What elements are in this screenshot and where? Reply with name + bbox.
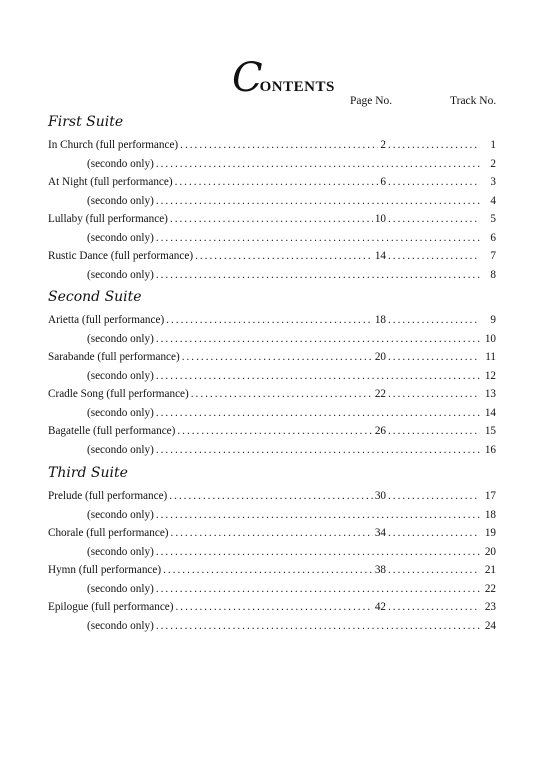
second-suite-section bbox=[48, 287, 496, 459]
entry-title: (secondo only) bbox=[87, 231, 154, 244]
dot-leader bbox=[195, 247, 373, 266]
toc-entry bbox=[48, 487, 496, 506]
entry-title: (secondo only) bbox=[87, 332, 154, 345]
dot-leader bbox=[169, 487, 373, 506]
toc-entry bbox=[48, 441, 496, 460]
dot-leader bbox=[156, 192, 480, 211]
dot-leader bbox=[180, 136, 378, 155]
toc-entry bbox=[48, 247, 496, 266]
toc-entry bbox=[48, 506, 496, 525]
entry-title: Epilogue (full performance) bbox=[48, 601, 174, 613]
entry-title: (secondo only) bbox=[87, 369, 154, 382]
toc-entry bbox=[48, 229, 496, 248]
entry-title: (secondo only) bbox=[87, 443, 154, 456]
entry-track-number: 21 bbox=[484, 564, 496, 576]
entry-title: In Church (full performance) bbox=[48, 139, 179, 151]
dot-leader bbox=[163, 561, 373, 580]
dot-leader bbox=[175, 173, 378, 192]
dot-leader bbox=[156, 543, 480, 562]
dot-leader bbox=[171, 524, 373, 543]
entry-page-number: 42 bbox=[374, 601, 386, 613]
entry-track-number: 6 bbox=[490, 231, 496, 244]
page-title bbox=[232, 55, 335, 101]
entry-page-number: 14 bbox=[374, 250, 386, 262]
entry-title: Chorale (full performance) bbox=[48, 527, 169, 539]
entry-page-number: 2 bbox=[380, 139, 386, 151]
dot-leader bbox=[388, 598, 480, 617]
dot-leader bbox=[166, 311, 373, 330]
dot-leader bbox=[388, 173, 480, 192]
toc-entry bbox=[48, 136, 496, 155]
toc-entry bbox=[48, 155, 496, 174]
dot-leader bbox=[156, 404, 480, 423]
dot-leader bbox=[182, 348, 373, 367]
entry-page-number: 6 bbox=[380, 176, 386, 188]
entry-track-number: 12 bbox=[484, 369, 496, 382]
suite-title: Third Suite bbox=[48, 465, 128, 481]
entry-page-number: 34 bbox=[374, 527, 386, 539]
entry-page-number: 38 bbox=[374, 564, 386, 576]
page-number-header: Page No. bbox=[350, 95, 393, 107]
entry-page-number: 18 bbox=[374, 314, 386, 326]
dot-leader bbox=[388, 247, 480, 266]
dot-leader bbox=[388, 487, 480, 506]
dot-leader bbox=[388, 136, 480, 155]
entry-title: (secondo only) bbox=[87, 508, 154, 521]
toc-entry bbox=[48, 210, 496, 229]
entry-track-number: 11 bbox=[485, 351, 496, 363]
entry-title: (secondo only) bbox=[87, 406, 154, 419]
entry-title: Sarabande (full performance) bbox=[48, 351, 180, 363]
entry-title: (secondo only) bbox=[87, 157, 154, 170]
entry-page-number: 10 bbox=[374, 213, 386, 225]
toc-entry bbox=[48, 404, 496, 423]
toc-entry bbox=[48, 367, 496, 386]
toc-entry bbox=[48, 580, 496, 599]
entry-page-number: 26 bbox=[374, 425, 386, 437]
entry-track-number: 13 bbox=[484, 388, 496, 400]
toc-entry bbox=[48, 422, 496, 441]
dot-leader bbox=[388, 348, 480, 367]
toc-entry bbox=[48, 192, 496, 211]
dot-leader bbox=[156, 155, 480, 174]
entry-title: Prelude (full performance) bbox=[48, 490, 168, 502]
entry-title: (secondo only) bbox=[87, 194, 154, 207]
entry-track-number: 1 bbox=[490, 139, 496, 151]
entry-title: (secondo only) bbox=[87, 619, 154, 632]
dot-leader bbox=[156, 266, 480, 285]
entry-title: Bagatelle (full performance) bbox=[48, 425, 176, 437]
toc-entry bbox=[48, 266, 496, 285]
entry-track-number: 14 bbox=[484, 406, 496, 419]
dot-leader bbox=[388, 561, 480, 580]
entry-page-number: 20 bbox=[374, 351, 386, 363]
entry-track-number: 7 bbox=[490, 250, 496, 262]
toc-entry bbox=[48, 311, 496, 330]
entry-track-number: 23 bbox=[484, 601, 496, 613]
toc-entry bbox=[48, 598, 496, 617]
entry-title: Hymn (full performance) bbox=[48, 564, 162, 576]
dot-leader bbox=[156, 229, 480, 248]
entry-track-number: 2 bbox=[490, 157, 496, 170]
entry-track-number: 9 bbox=[490, 314, 496, 326]
first-suite-section bbox=[48, 112, 496, 284]
entry-track-number: 19 bbox=[484, 527, 496, 539]
entry-track-number: 4 bbox=[490, 194, 496, 207]
entry-track-number: 24 bbox=[484, 619, 496, 632]
entry-track-number: 8 bbox=[490, 268, 496, 281]
toc-entry bbox=[48, 330, 496, 349]
entry-title: Rustic Dance (full performance) bbox=[48, 250, 194, 262]
toc-entry bbox=[48, 524, 496, 543]
entry-track-number: 20 bbox=[484, 545, 496, 558]
dot-leader bbox=[156, 367, 480, 386]
dot-leader bbox=[191, 385, 373, 404]
dot-leader bbox=[156, 441, 480, 460]
dot-leader bbox=[388, 524, 480, 543]
toc-entry bbox=[48, 173, 496, 192]
dot-leader bbox=[156, 330, 480, 349]
title-initial: C bbox=[232, 55, 263, 101]
suite-title: Second Suite bbox=[48, 289, 142, 305]
entry-title: (secondo only) bbox=[87, 582, 154, 595]
entry-track-number: 18 bbox=[484, 508, 496, 521]
toc-entry bbox=[48, 561, 496, 580]
entry-title: (secondo only) bbox=[87, 268, 154, 281]
entry-track-number: 17 bbox=[484, 490, 496, 502]
suite-title: First Suite bbox=[48, 114, 124, 130]
dot-leader bbox=[388, 311, 480, 330]
entry-title: Arietta (full performance) bbox=[48, 314, 165, 326]
entry-title: At Night (full performance) bbox=[48, 176, 173, 188]
entry-track-number: 22 bbox=[484, 582, 496, 595]
dot-leader bbox=[177, 422, 372, 441]
dot-leader bbox=[156, 617, 480, 636]
entry-track-number: 15 bbox=[484, 425, 496, 437]
dot-leader bbox=[156, 506, 480, 525]
entry-page-number: 22 bbox=[374, 388, 386, 400]
toc-entry bbox=[48, 385, 496, 404]
toc-entry bbox=[48, 348, 496, 367]
entry-track-number: 3 bbox=[490, 176, 496, 188]
entry-title: Lullaby (full performance) bbox=[48, 213, 168, 225]
dot-leader bbox=[388, 422, 480, 441]
entry-track-number: 16 bbox=[484, 443, 496, 456]
entry-title: (secondo only) bbox=[87, 545, 154, 558]
track-number-header: Track No. bbox=[450, 95, 497, 107]
dot-leader bbox=[176, 598, 373, 617]
dot-leader bbox=[156, 580, 480, 599]
title-rest: ONTENTS bbox=[259, 79, 335, 95]
toc-entry bbox=[48, 543, 496, 562]
dot-leader bbox=[170, 210, 373, 229]
dot-leader bbox=[388, 385, 480, 404]
entry-track-number: 10 bbox=[484, 332, 496, 345]
third-suite-section bbox=[48, 463, 496, 635]
dot-leader bbox=[388, 210, 480, 229]
entry-page-number: 30 bbox=[374, 490, 386, 502]
entry-track-number: 5 bbox=[490, 213, 496, 225]
toc-entry bbox=[48, 617, 496, 636]
entry-title: Cradle Song (full performance) bbox=[48, 388, 189, 400]
